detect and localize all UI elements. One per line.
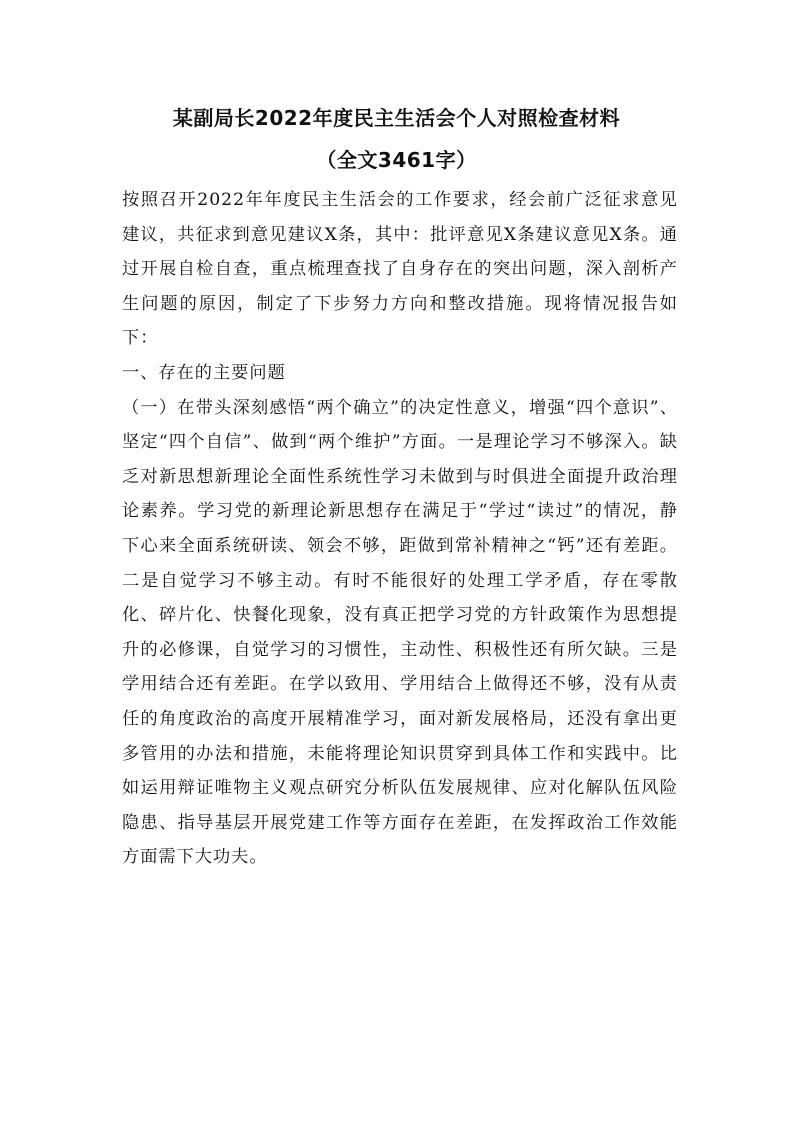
document-title: 某副局长2022年度民主生活会个人对照检查材料 xyxy=(172,106,621,130)
document-body xyxy=(122,183,678,875)
document-subtitle: （全文3461字） xyxy=(316,148,477,172)
intro-paragraph: 按照召开2022年年度民主生活会的工作要求，经会前广泛征求意见建议，共征求到意见建议X条，其中：批评意见X条建议意见X条。通过开展自检自查，重点梳理查找了自身存在的突出问题，深入剖析产生问题的原因，制定了下步努力方向和整改措施。现将情况报告如下： xyxy=(122,190,678,349)
section-heading: 一、存在的主要问题 xyxy=(122,362,286,383)
section-paragraph: （一）在带头深刻感悟“两个确立”的决定性意义，增强“四个意识”、坚定“四个自信”、做到“两个维护”方面。一是理论学习不够深入。缺乏对新思想新理论全面性系统性学习未做到与时俱进全面提升政治理论素养。学习党的新理论新思想存在满足于“学过“读过”的情况，静下心来全面系统研读、领会不够，距做到常补精神之“钙”还有差距。二是自觉学习不够主动。有时不能很好的处理工学矛盾，存在零散化、碎片化、快餐化现象，没有真正把学习党的方针政策作为思想提升的必修课，自觉学习的习惯性，主动性、积极性还有所欠缺。三是学用结合还有差距。在学以致用、学用结合上做得还不够，没有从责任的角度政治的高度开展精准学习，面对新发展格局，还没有拿出更多管用的办法和措施，未能将理论知识贯穿到具体工作和实践中。比如运用辩证唯物主义观点研究分析队伍发展规律、应对化解队伍风险隐患、指导基层开展党建工作等方面存在差距，在发挥政治工作效能方面需下大功夫。 xyxy=(122,397,678,868)
